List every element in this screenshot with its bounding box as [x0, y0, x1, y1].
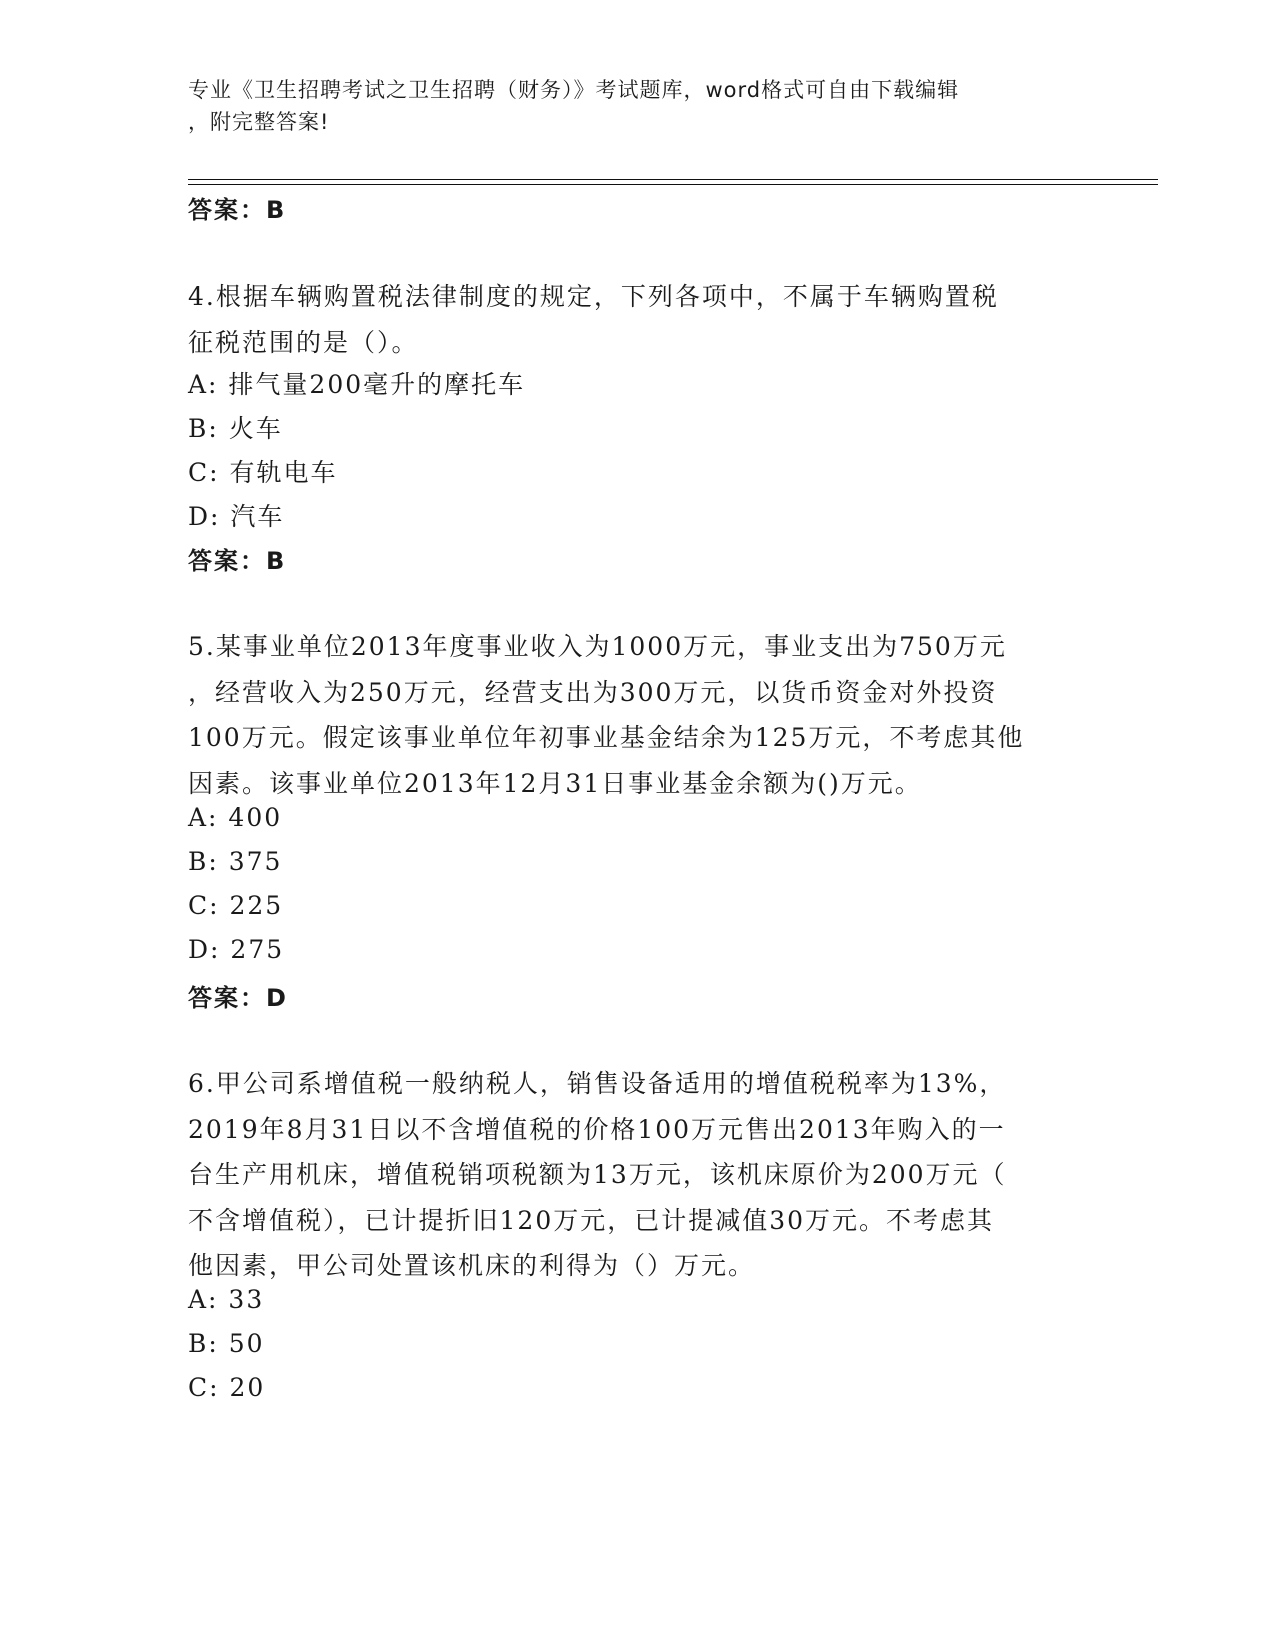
question-5-line-2: ，经营收入为250万元，经营支出为300万元，以货币资金对外投资	[188, 677, 998, 707]
question-6-line-4: 不含增值税），已计提折旧120万元，已计提减值30万元。不考虑其	[188, 1205, 995, 1235]
answer-q3: 答案：B	[188, 196, 287, 224]
answer-q4: 答案：B	[188, 547, 287, 575]
header-divider-bottom	[188, 184, 1158, 185]
question-5-option-c: C: 225	[188, 891, 284, 920]
question-6-line-5: 他因素，甲公司处置该机床的利得为（）万元。	[188, 1251, 756, 1280]
question-4-option-c: C: 有轨电车	[188, 458, 338, 487]
question-4-option-b: B: 火车	[188, 414, 283, 443]
question-4-text	[188, 274, 1088, 365]
question-6-text	[188, 1061, 1088, 1289]
question-6-option-a: A: 33	[188, 1285, 265, 1314]
header-line-2: ，附完整答案!	[188, 110, 330, 134]
question-5-line-3: 100万元。假定该事业单位年初事业基金结余为125万元，不考虑其他	[188, 723, 1025, 752]
question-6-line-1: 6.甲公司系增值税一般纳税人，销售设备适用的增值税税率为13%，	[188, 1069, 1007, 1098]
question-4-line-2: 征税范围的是（）。	[188, 327, 419, 357]
document-header	[188, 74, 1088, 138]
question-6-option-b: B: 50	[188, 1329, 265, 1358]
question-5-option-a: A: 400	[188, 803, 283, 832]
question-5-option-d: D: 275	[188, 935, 285, 964]
answer-q5: 答案：D	[188, 984, 288, 1012]
question-4-line-1: 4.根据车辆购置税法律制度的规定，下列各项中，不属于车辆购置税	[188, 282, 999, 311]
question-5-option-b: B: 375	[188, 847, 283, 876]
question-5-line-1: 5.某事业单位2013年度事业收入为1000万元，事业支出为750万元	[188, 632, 1007, 661]
question-5-line-4: 因素。该事业单位2013年12月31日事业基金余额为()万元。	[188, 768, 922, 798]
question-4-option-a: A: 排气量200毫升的摩托车	[188, 370, 526, 399]
question-6-line-3: 台生产用机床，增值税销项税额为13万元，该机床原价为200万元（	[188, 1160, 1007, 1189]
question-6-line-2: 2019年8月31日以不含增值税的价格100万元售出2013年购入的一	[188, 1114, 1006, 1144]
question-4-option-d: D: 汽车	[188, 502, 285, 531]
question-6-option-c: C: 20	[188, 1373, 266, 1402]
question-5-text	[188, 624, 1088, 806]
header-divider-top	[188, 179, 1158, 180]
header-line-1: 专业《卫生招聘考试之卫生招聘（财务）》考试题库，word格式可自由下载编辑	[188, 78, 960, 102]
